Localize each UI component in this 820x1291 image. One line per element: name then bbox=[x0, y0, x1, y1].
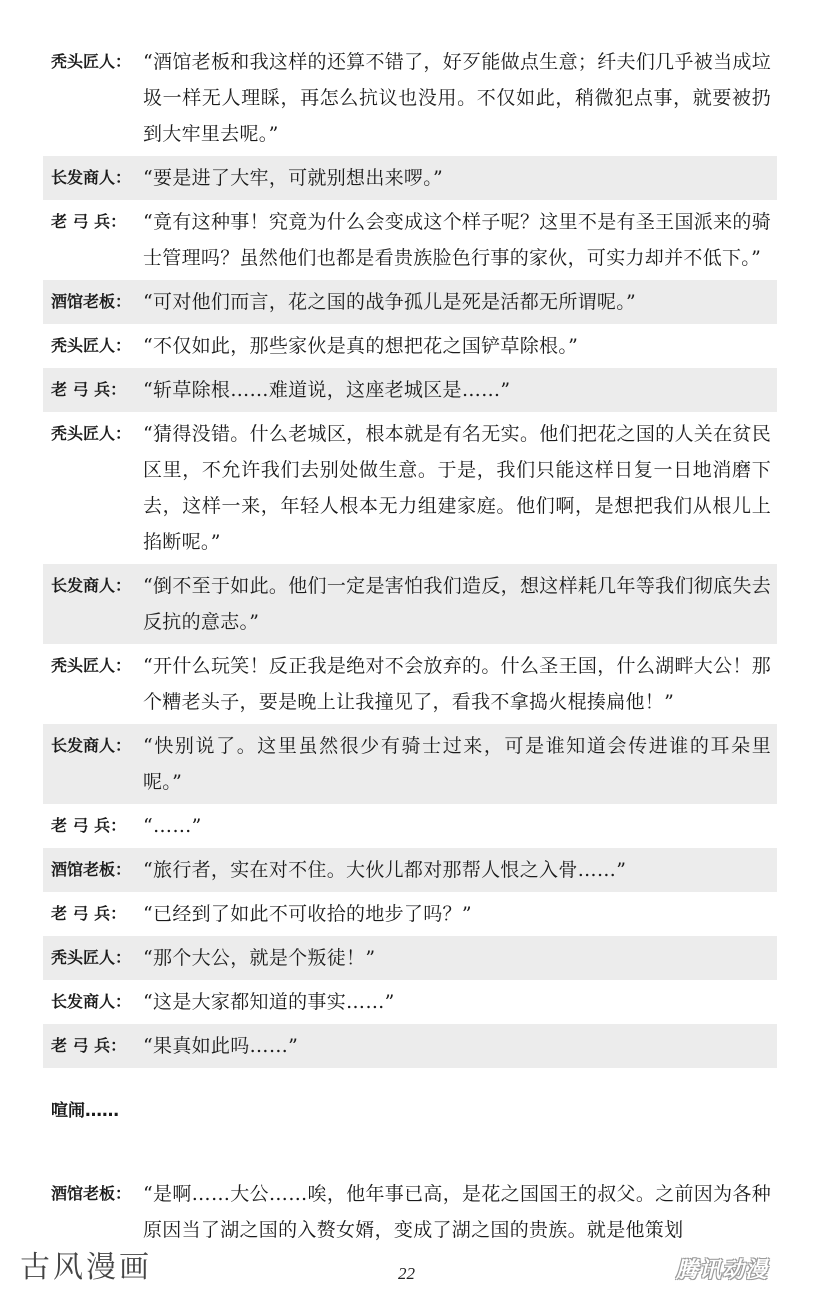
speaker-name: 老 弓 兵： bbox=[51, 816, 127, 835]
dialogue-block-continued bbox=[43, 1172, 777, 1252]
speaker-name: 秃头匠人： bbox=[51, 336, 132, 355]
dialogue-row bbox=[43, 1172, 777, 1252]
dialogue-line: “开什么玩笑！反正我是绝对不会放弃的。什么圣王国，什么湖畔大公！那个糟老头子，要是晚上让我撞见了，看我不拿捣火棍揍扁他！” bbox=[143, 655, 771, 713]
speaker-name: 老 弓 兵： bbox=[51, 1036, 127, 1055]
dialogue-line: “……” bbox=[143, 815, 202, 837]
dialogue-line: “竟有这种事！究竟为什么会变成这个样子呢？这里不是有圣王国派来的骑士管理吗？虽然他们也都是看贵族脸色行事的家伙，可实力却并不低下。” bbox=[143, 211, 771, 269]
speaker-name: 长发商人： bbox=[51, 992, 132, 1011]
dialogue-line: “果真如此吗……” bbox=[143, 1035, 299, 1057]
dialogue-row bbox=[43, 412, 777, 564]
page-number: 22 bbox=[398, 1264, 415, 1283]
dialogue-row bbox=[43, 368, 777, 412]
speaker-name: 长发商人： bbox=[51, 736, 132, 755]
dialogue-line: “这是大家都知道的事实……” bbox=[143, 991, 395, 1013]
speaker-name: 秃头匠人： bbox=[51, 52, 132, 71]
dialogue-block bbox=[43, 40, 777, 1068]
speaker-name: 秃头匠人： bbox=[51, 948, 132, 967]
dialogue-line: “猜得没错。什么老城区，根本就是有名无实。他们把花之国的人关在贫民区里，不允许我们去别处做生意。于是，我们只能这样日复一日地消磨下去，这样一来，年轻人根本无力组建家庭。他们啊，是想把我们从根儿上掐断呢。” bbox=[143, 423, 771, 553]
speaker-name: 秃头匠人： bbox=[51, 656, 132, 675]
dialogue-line: “快别说了。这里虽然很少有骑士过来，可是谁知道会传进谁的耳朵里呢。” bbox=[143, 735, 771, 793]
dialogue-row bbox=[43, 892, 777, 936]
dialogue-row bbox=[43, 1024, 777, 1068]
speaker-name: 酒馆老板： bbox=[51, 292, 132, 311]
tencent-comics-watermark: 腾讯动漫 bbox=[676, 1258, 769, 1283]
dialogue-row bbox=[43, 324, 777, 368]
dialogue-row bbox=[43, 280, 777, 324]
dialogue-line: “酒馆老板和我这样的还算不错了，好歹能做点生意；纤夫们几乎被当成垃圾一样无人理睬，再怎么抗议也没用。不仅如此，稍微犯点事，就要被扔到大牢里去呢。” bbox=[143, 51, 771, 145]
speaker-name: 长发商人： bbox=[51, 576, 132, 595]
dialogue-line: “那个大公，就是个叛徒！” bbox=[143, 947, 376, 969]
dialogue-row bbox=[43, 980, 777, 1024]
dialogue-line: “要是进了大牢，可就别想出来啰。” bbox=[143, 167, 444, 189]
gufeng-manhua-logo: 古风漫画 bbox=[20, 1250, 152, 1285]
dialogue-row bbox=[43, 564, 777, 644]
speaker-name: 长发商人： bbox=[51, 168, 132, 187]
dialogue-line: “已经到了如此不可收拾的地步了吗？” bbox=[143, 903, 472, 925]
dialogue-row bbox=[43, 848, 777, 892]
dialogue-row bbox=[43, 936, 777, 980]
dialogue-row bbox=[43, 200, 777, 280]
dialogue-row bbox=[43, 644, 777, 724]
speaker-name: 老 弓 兵： bbox=[51, 380, 127, 399]
dialogue-row bbox=[43, 724, 777, 804]
section-heading: 喧闹…… bbox=[51, 1101, 119, 1121]
dialogue-line: “斩草除根……难道说，这座老城区是……” bbox=[143, 379, 511, 401]
dialogue-line: “是啊……大公……唉，他年事已高，是花之国国王的叔父。之前因为各种原因当了湖之国的入赘女婿，变成了湖之国的贵族。就是他策划 bbox=[143, 1183, 771, 1241]
dialogue-line: “旅行者，实在对不住。大伙儿都对那帮人恨之入骨……” bbox=[143, 859, 627, 881]
dialogue-row bbox=[43, 156, 777, 200]
dialogue-line: “可对他们而言，花之国的战争孤儿是死是活都无所谓呢。” bbox=[143, 291, 637, 313]
dialogue-line: “不仅如此，那些家伙是真的想把花之国铲草除根。” bbox=[143, 335, 579, 357]
dialogue-line: “倒不至于如此。他们一定是害怕我们造反，想这样耗几年等我们彻底失去反抗的意志。” bbox=[143, 575, 771, 633]
dialogue-row bbox=[43, 804, 777, 848]
speaker-name: 老 弓 兵： bbox=[51, 212, 127, 231]
speaker-name: 秃头匠人： bbox=[51, 424, 132, 443]
speaker-name: 酒馆老板： bbox=[51, 860, 132, 879]
speaker-name: 酒馆老板： bbox=[51, 1184, 132, 1203]
dialogue-row bbox=[43, 40, 777, 156]
speaker-name: 老 弓 兵： bbox=[51, 904, 127, 923]
